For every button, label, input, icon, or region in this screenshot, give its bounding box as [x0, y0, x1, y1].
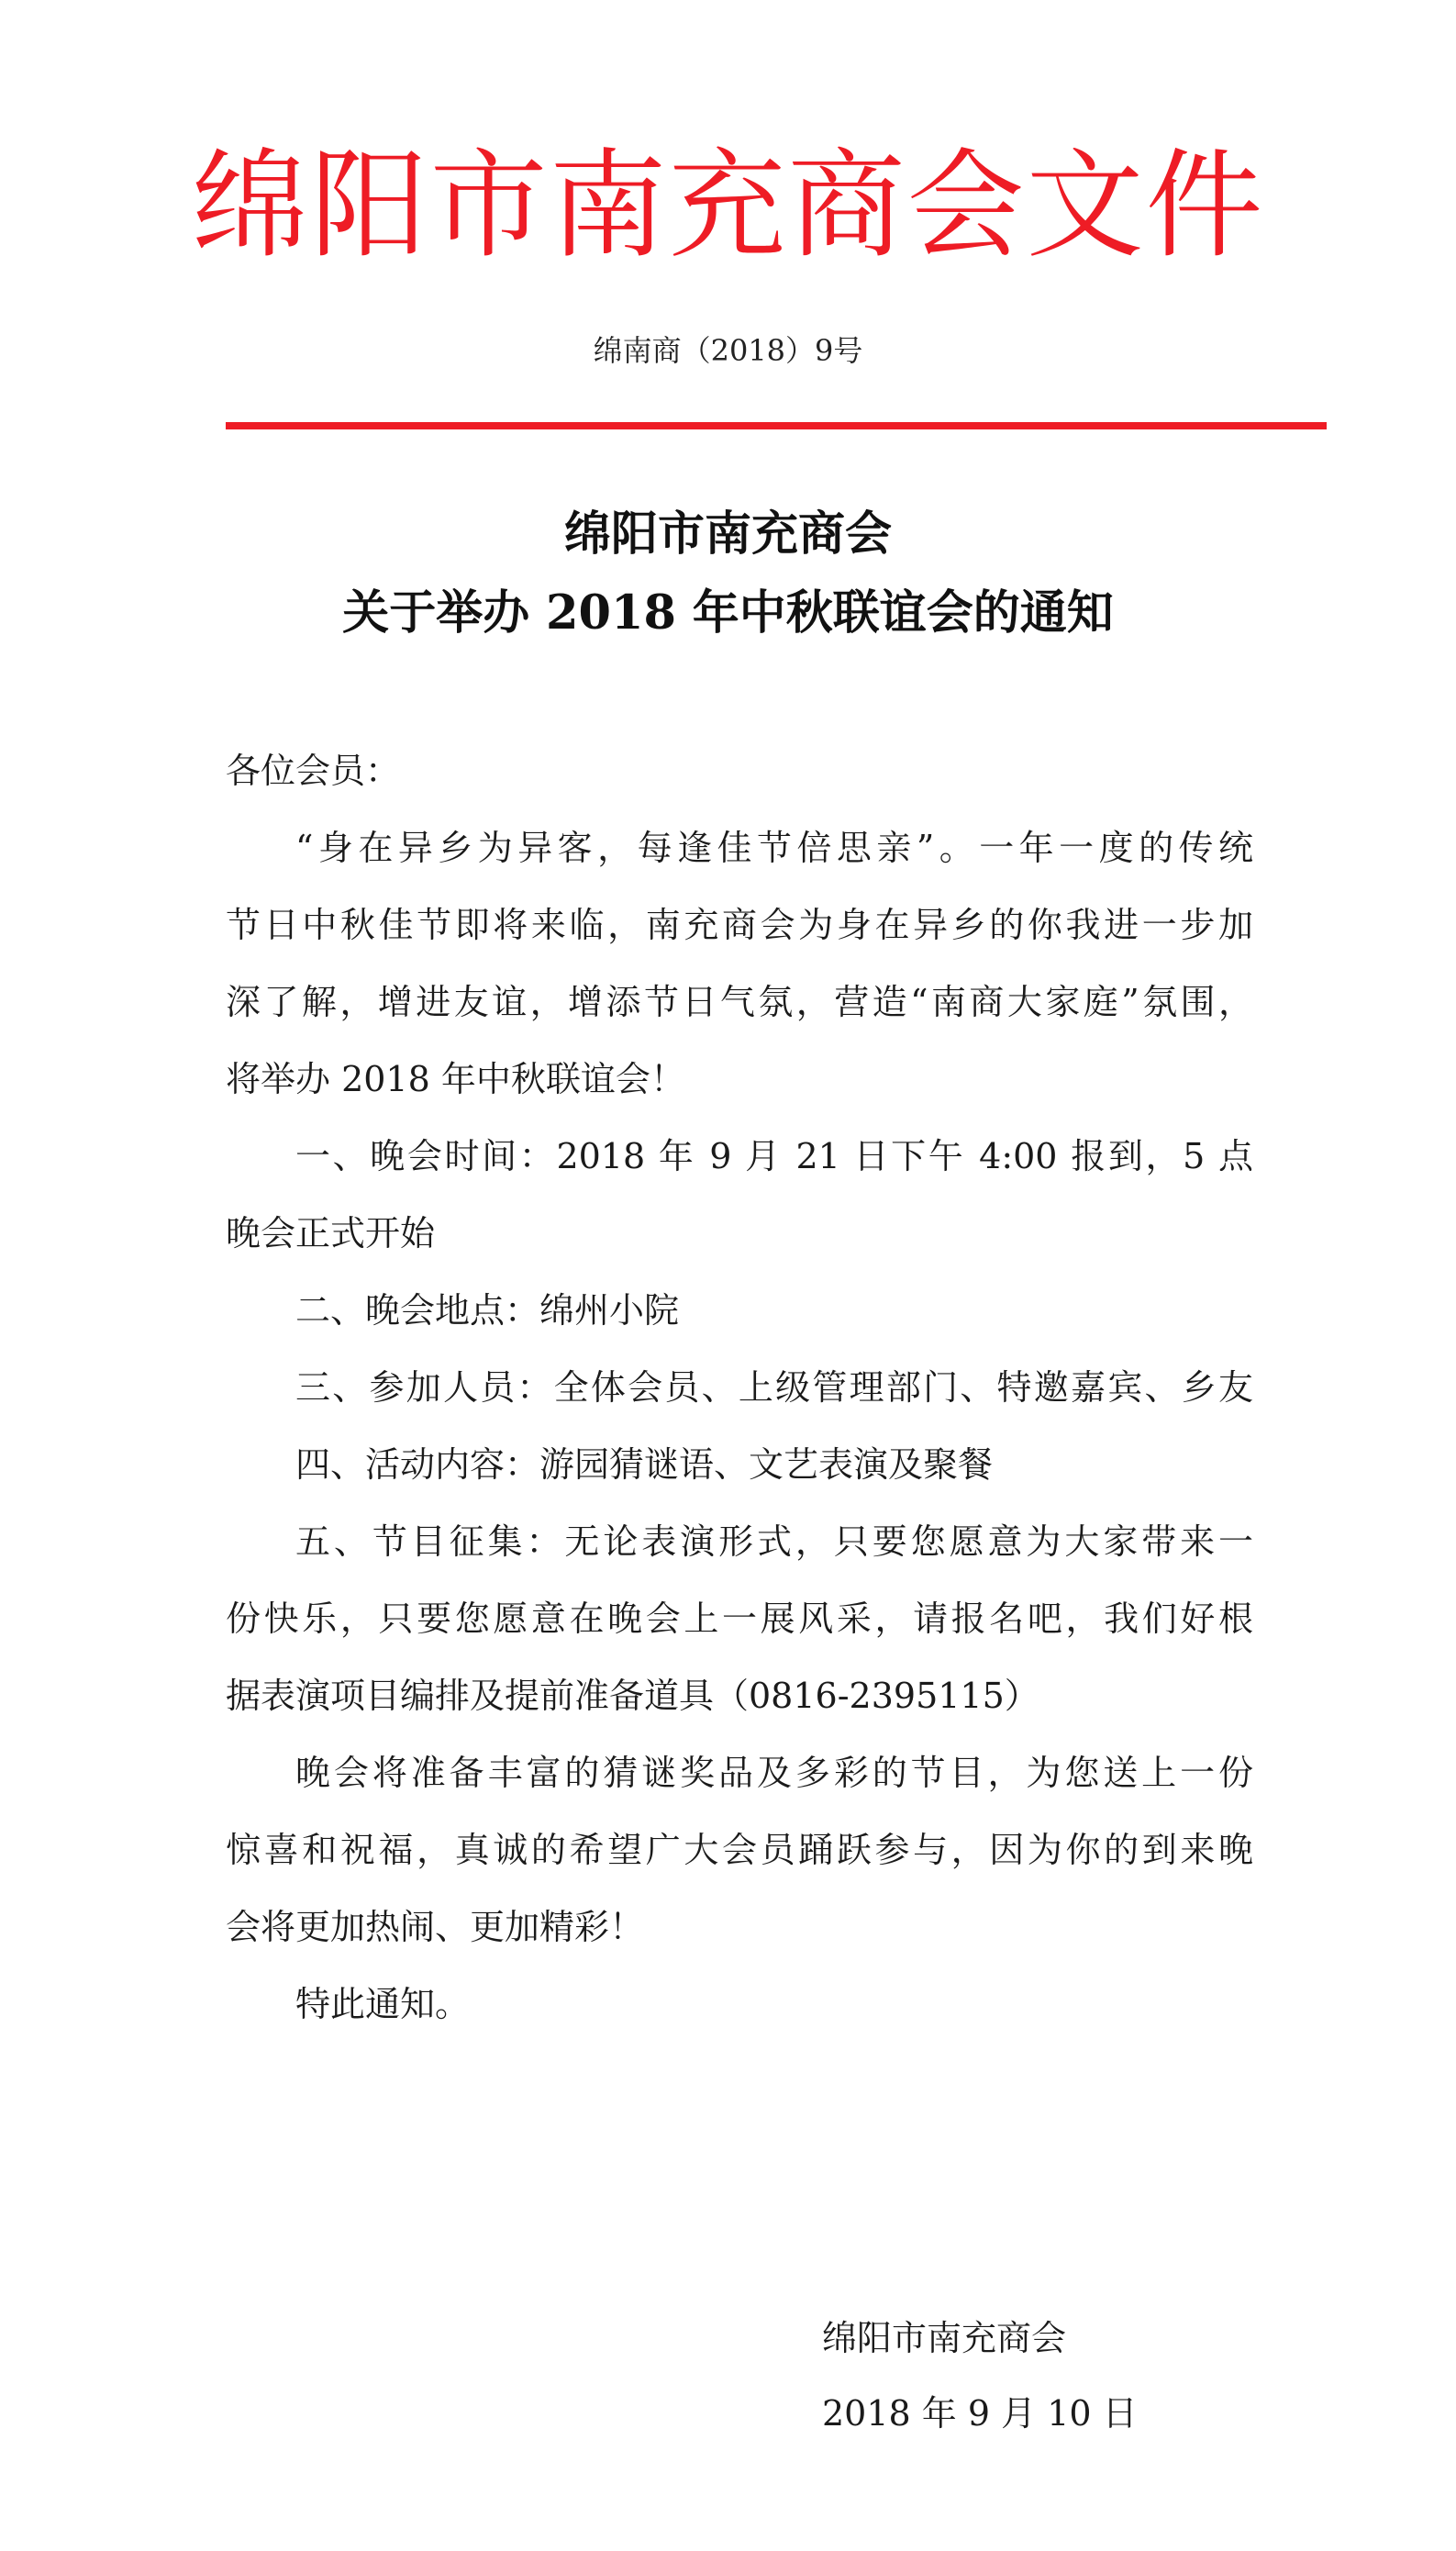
signature-date: 2018 年 9 月 10 日: [822, 2393, 1138, 2434]
item-venue: 二、晚会地点：绵州小院: [295, 1290, 680, 1331]
document-number: 绵南商（2018）9号: [593, 333, 863, 368]
header-divider: [226, 422, 1327, 429]
salutation: 各位会员：: [226, 751, 401, 791]
subject-line-1: 绵阳市南充商会: [563, 507, 892, 562]
item-program-line: 份快乐，只要您愿意在晚会上一展风采，请报名吧，我们好根: [226, 1599, 1253, 1639]
item-activities: 四、活动内容：游园猜谜语、文艺表演及聚餐: [295, 1444, 994, 1485]
intro-line: 将举办 2018 年中秋联谊会！: [226, 1059, 685, 1099]
subject-line-2: 关于举办 2018 年中秋联谊会的通知: [342, 585, 1114, 641]
notice-end: 特此通知。: [295, 1984, 471, 2024]
closing-line: 会将更加热闹、更加精彩！: [226, 1907, 645, 1947]
item-attendees: 三、参加人员：全体会员、上级管理部门、特邀嘉宾、乡友: [295, 1367, 1253, 1408]
closing-line: 惊喜和祝福，真诚的希望广大会员踊跃参与，因为你的到来晚: [226, 1830, 1253, 1870]
intro-line: “身在异乡为异客，每逢佳节倍思亲”。一年一度的传统: [295, 828, 1253, 868]
item-program-line: 五、节目征集：无论表演形式，只要您愿意为大家带来一: [295, 1521, 1253, 1562]
item-time-line: 一、晚会时间：2018 年 9 月 21 日下午 4:00 报到，5 点: [295, 1136, 1253, 1176]
item-time-line: 晚会正式开始: [226, 1213, 436, 1253]
intro-line: 深了解，增进友谊，增添节日气氛，营造“南商大家庭”氛围，: [226, 982, 1253, 1022]
closing-line: 晚会将准备丰富的猜谜奖品及多彩的节目，为您送上一份: [295, 1753, 1253, 1793]
document-header-title: 绵阳市南充商会文件: [191, 138, 1265, 274]
item-program-line: 据表演项目编排及提前准备道具（0816-2395115）: [226, 1676, 1039, 1716]
signature-org: 绵阳市南充商会: [822, 2318, 1067, 2358]
intro-line: 节日中秋佳节即将来临，南充商会为身在异乡的你我进一步加: [226, 905, 1253, 945]
